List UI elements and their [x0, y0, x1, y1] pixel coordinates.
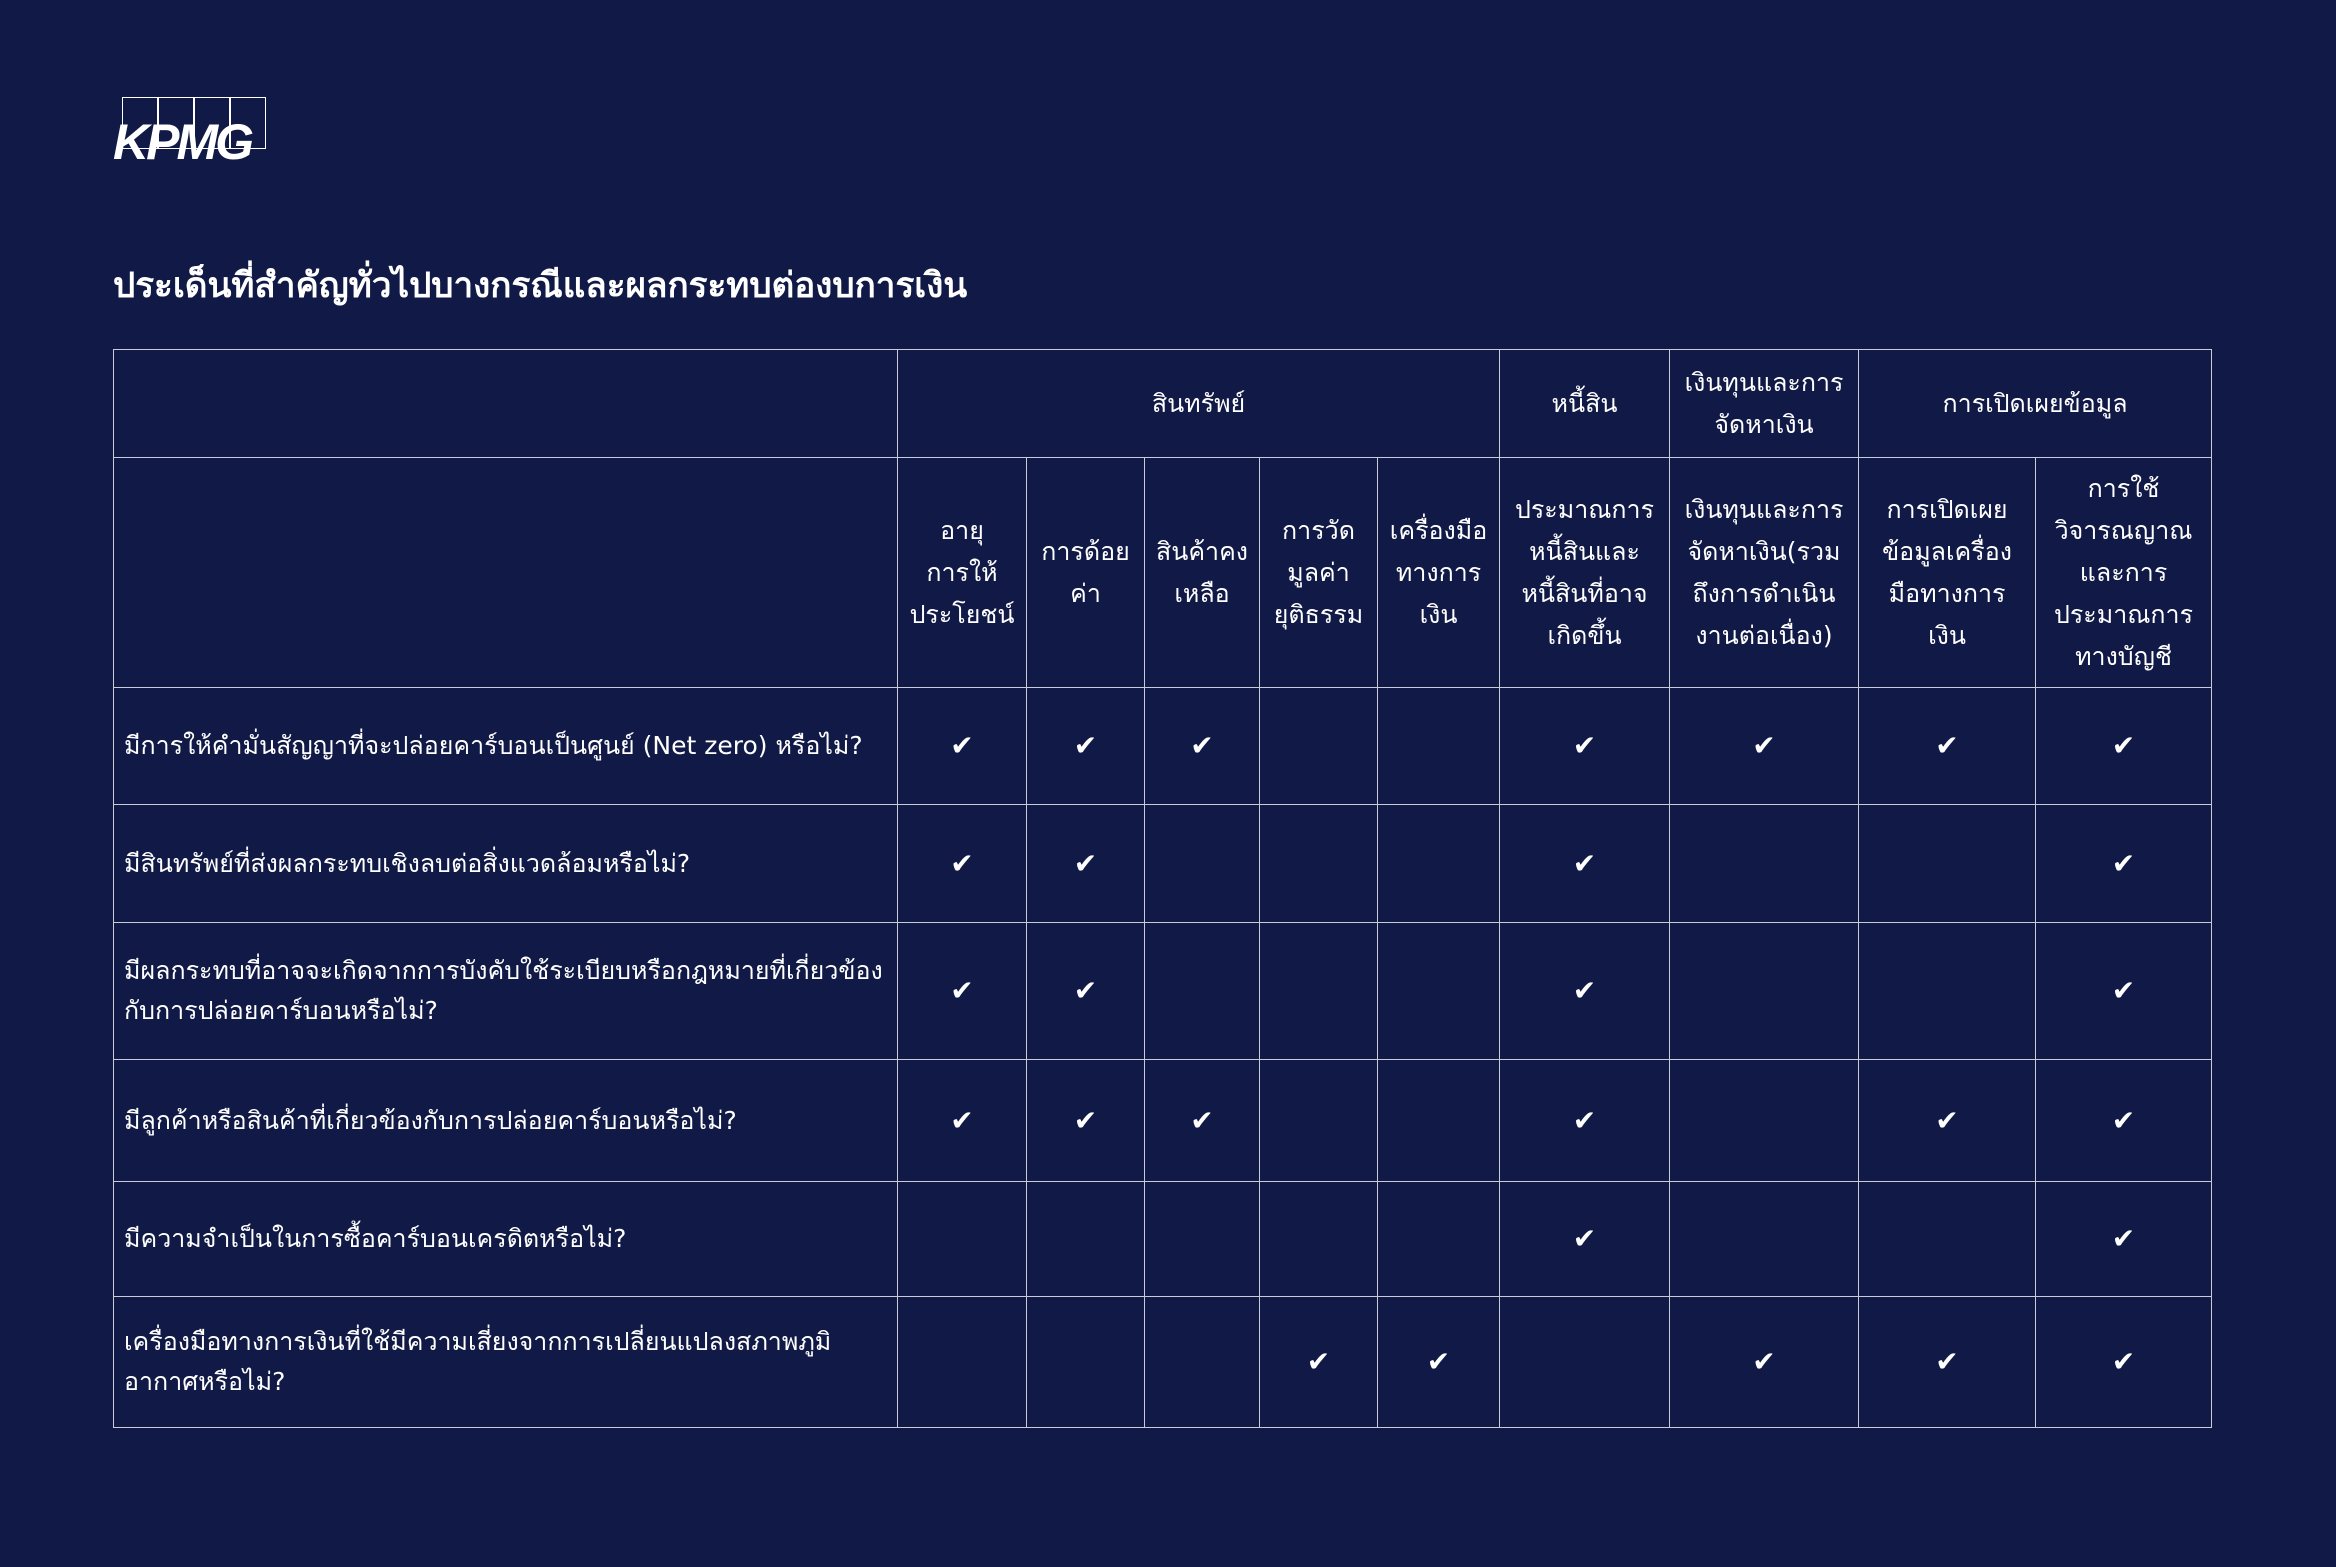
- check-icon: ✔: [2111, 729, 2136, 762]
- matrix-cell: [1500, 805, 1670, 923]
- matrix-cell: [1378, 688, 1500, 805]
- matrix-cell: [2036, 688, 2212, 805]
- matrix-cell: [1859, 923, 2036, 1060]
- table-row: [114, 1060, 2212, 1182]
- matrix-cell: [1859, 1297, 2036, 1428]
- matrix-cell: [1260, 1297, 1378, 1428]
- group-header: การเปิดเผยข้อมูล: [1859, 350, 2212, 458]
- check-icon: ✔: [1572, 1222, 1597, 1255]
- check-icon: ✔: [1306, 1345, 1331, 1378]
- check-icon: ✔: [2111, 1345, 2136, 1378]
- matrix-cell: [1670, 1182, 1859, 1297]
- column-header: เครื่องมือ ทางการ เงิน: [1378, 458, 1500, 688]
- group-header: หนี้สิน: [1500, 350, 1670, 458]
- matrix-cell: [1145, 688, 1260, 805]
- matrix-cell: [1027, 1297, 1145, 1428]
- check-icon: ✔: [950, 1103, 974, 1137]
- matrix-cell: [1378, 923, 1500, 1060]
- column-header: ประมาณการ หนี้สินและ หนี้สินที่อาจ เกิดขึ้น: [1500, 458, 1670, 688]
- matrix-cell: [2036, 1297, 2212, 1428]
- question-cell: มีสินทรัพย์ที่ส่งผลกระทบเชิงลบต่อสิ่งแวดล้อมหรือไม่?: [114, 805, 898, 923]
- matrix-cell: [1500, 688, 1670, 805]
- matrix-cell: [1500, 1297, 1670, 1428]
- check-icon: ✔: [950, 729, 974, 762]
- matrix-cell: [2036, 1182, 2212, 1297]
- question-cell: มีผลกระทบที่อาจจะเกิดจากการบังคับใช้ระเบียบหรือกฎหมายที่เกี่ยวข้องกับการปล่อยคาร์บอนหรือไม่?: [114, 923, 898, 1060]
- check-icon: ✔: [1572, 1103, 1597, 1137]
- column-header: การเปิดเผย ข้อมูลเครื่อง มือทางการ เงิน: [1859, 458, 2036, 688]
- kpmg-logo: [113, 97, 283, 170]
- check-icon: ✔: [1572, 846, 1597, 880]
- check-icon: ✔: [1572, 974, 1597, 1007]
- matrix-cell: [2036, 1060, 2212, 1182]
- matrix-cell: [1859, 1182, 2036, 1297]
- matrix-cell: [1145, 923, 1260, 1060]
- check-icon: ✔: [1073, 974, 1098, 1007]
- matrix-cell: [2036, 923, 2212, 1060]
- matrix-cell: [898, 1297, 1027, 1428]
- table-row: [114, 923, 2212, 1060]
- logo-text: KPMG: [113, 114, 251, 170]
- matrix-cell: [1145, 805, 1260, 923]
- check-icon: ✔: [950, 846, 974, 880]
- matrix-cell: [898, 923, 1027, 1060]
- matrix-cell: [1670, 1060, 1859, 1182]
- matrix-cell: [1260, 923, 1378, 1060]
- column-header: สินค้าคง เหลือ: [1145, 458, 1260, 688]
- check-icon: ✔: [1073, 846, 1098, 880]
- impact-matrix-table: [113, 349, 2212, 1428]
- question-cell: มีการให้คำมั่นสัญญาที่จะปล่อยคาร์บอนเป็นศูนย์ (Net zero) หรือไม่?: [114, 688, 898, 805]
- matrix-cell: [1500, 1060, 1670, 1182]
- matrix-cell: [1027, 805, 1145, 923]
- column-header: การด้อย ค่า: [1027, 458, 1145, 688]
- check-icon: ✔: [1752, 729, 1776, 762]
- check-icon: ✔: [1426, 1345, 1451, 1378]
- check-icon: ✔: [1190, 729, 1214, 762]
- matrix-cell: [1145, 1297, 1260, 1428]
- table-row: [114, 1182, 2212, 1297]
- check-icon: ✔: [1190, 1103, 1214, 1137]
- check-icon: ✔: [1572, 729, 1597, 762]
- matrix-cell: [1670, 1297, 1859, 1428]
- matrix-cell: [1378, 1182, 1500, 1297]
- matrix-cell: [1670, 923, 1859, 1060]
- table-row: [114, 688, 2212, 805]
- column-header: เงินทุนและการ จัดหาเงิน(รวม ถึงการดำเนิน งานต่อเนื่อง): [1670, 458, 1859, 688]
- matrix-cell: [1027, 923, 1145, 1060]
- check-icon: ✔: [2111, 1222, 2136, 1255]
- matrix-cell: [1500, 1182, 1670, 1297]
- matrix-cell: [1260, 1060, 1378, 1182]
- check-icon: ✔: [1935, 1103, 1959, 1137]
- page-title: ประเด็นที่สำคัญทั่วไปบางกรณีและผลกระทบต่องบการเงิน: [113, 266, 968, 306]
- matrix-cell: [1027, 1182, 1145, 1297]
- check-icon: ✔: [1073, 1103, 1098, 1137]
- matrix-cell: [1859, 688, 2036, 805]
- matrix-cell: [1145, 1182, 1260, 1297]
- matrix-cell: [1260, 688, 1378, 805]
- column-header: การวัด มูลค่า ยุติธรรม: [1260, 458, 1378, 688]
- group-header-row: [114, 350, 2212, 458]
- matrix-cell: [1670, 688, 1859, 805]
- matrix-cell: [1378, 805, 1500, 923]
- column-header: อายุ การให้ ประโยชน์: [898, 458, 1027, 688]
- matrix-cell: [898, 1182, 1027, 1297]
- matrix-cell: [1145, 1060, 1260, 1182]
- column-header: การใช้ วิจารณญาณ และการ ประมาณการ ทางบัญชี: [2036, 458, 2212, 688]
- check-icon: ✔: [950, 974, 974, 1007]
- matrix-cell: [2036, 805, 2212, 923]
- matrix-cell: [1670, 805, 1859, 923]
- matrix-cell: [1859, 1060, 2036, 1182]
- check-icon: ✔: [1935, 1345, 1959, 1378]
- check-icon: ✔: [2111, 846, 2136, 880]
- check-icon: ✔: [2111, 974, 2136, 1007]
- matrix-cell: [898, 688, 1027, 805]
- matrix-cell: [898, 805, 1027, 923]
- group-header: สินทรัพย์: [898, 350, 1500, 458]
- check-icon: ✔: [2111, 1103, 2136, 1137]
- matrix-cell: [1027, 1060, 1145, 1182]
- question-cell: มีความจำเป็นในการซื้อคาร์บอนเครดิตหรือไม่?: [114, 1182, 898, 1297]
- column-header-row: [114, 458, 2212, 688]
- matrix-cell: [1378, 1297, 1500, 1428]
- empty-header-cell: [114, 458, 898, 688]
- check-icon: ✔: [1073, 729, 1098, 762]
- matrix-cell: [1859, 805, 2036, 923]
- matrix-cell: [898, 1060, 1027, 1182]
- matrix-cell: [1260, 805, 1378, 923]
- matrix-cell: [1500, 923, 1670, 1060]
- table-row: [114, 1297, 2212, 1428]
- check-icon: ✔: [1752, 1345, 1776, 1378]
- question-cell: เครื่องมือทางการเงินที่ใช้มีความเสี่ยงจากการเปลี่ยนแปลงสภาพภูมิอากาศหรือไม่?: [114, 1297, 898, 1428]
- matrix-cell: [1027, 688, 1145, 805]
- question-cell: มีลูกค้าหรือสินค้าที่เกี่ยวข้องกับการปล่อยคาร์บอนหรือไม่?: [114, 1060, 898, 1182]
- matrix-cell: [1260, 1182, 1378, 1297]
- matrix-cell: [1378, 1060, 1500, 1182]
- group-header: เงินทุนและการ จัดหาเงิน: [1670, 350, 1859, 458]
- check-icon: ✔: [1935, 729, 1959, 762]
- empty-header-cell: [114, 350, 898, 458]
- table-row: [114, 805, 2212, 923]
